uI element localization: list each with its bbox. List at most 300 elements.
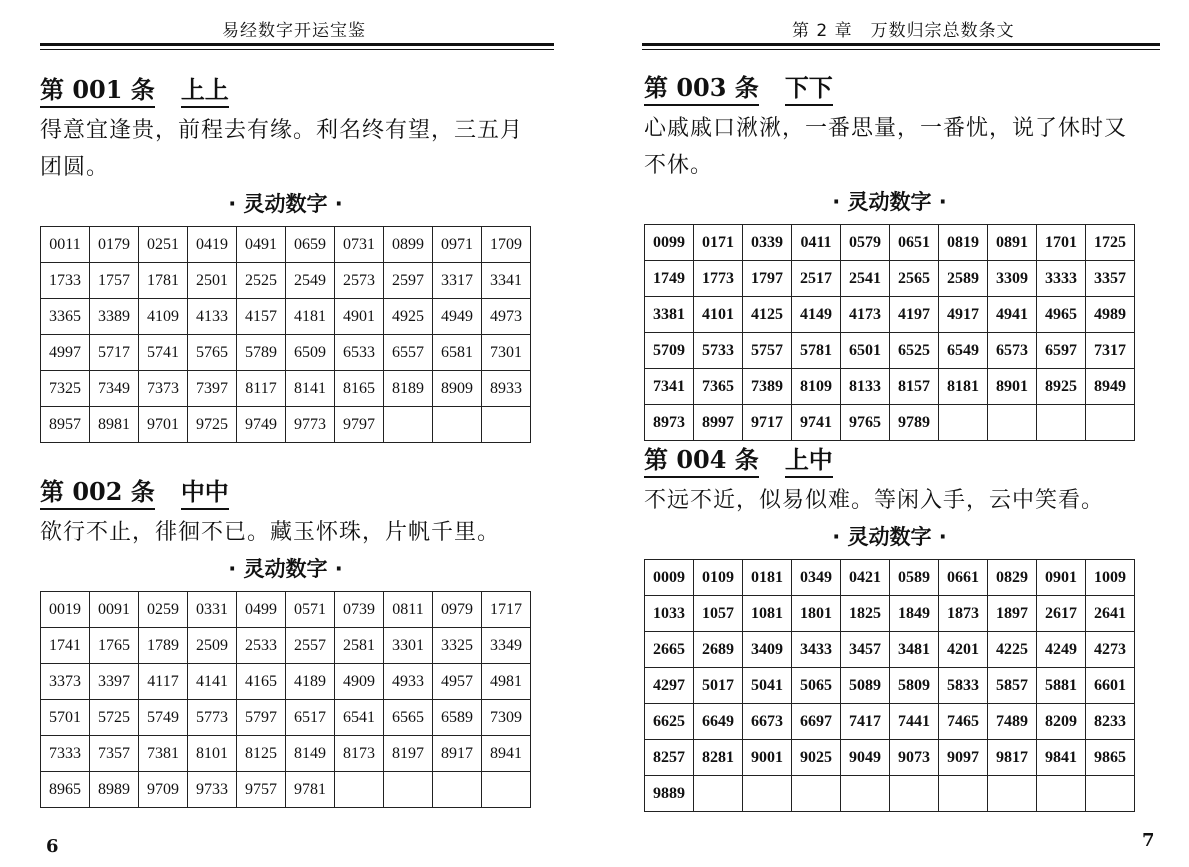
number-cell: 2509: [188, 628, 237, 664]
verse-line: 团圆。: [40, 155, 110, 180]
number-cell: 6597: [1037, 333, 1086, 369]
number-cell: 4181: [286, 299, 335, 335]
number-cell: 8165: [335, 371, 384, 407]
number-cell: 9709: [139, 772, 188, 808]
number-cell: 8197: [384, 736, 433, 772]
number-cell: 7325: [41, 371, 90, 407]
number-cell: [694, 776, 743, 812]
number-cell: 8973: [645, 405, 694, 441]
table-row: [645, 369, 1135, 405]
number-cell: 2589: [939, 261, 988, 297]
number-cell: 6601: [1086, 668, 1135, 704]
number-cell: 8181: [939, 369, 988, 405]
number-cell: 7357: [90, 736, 139, 772]
number-cell: 9889: [645, 776, 694, 812]
number-cell: 8209: [1037, 704, 1086, 740]
number-cell: 9073: [890, 740, 939, 776]
number-cell: 4973: [482, 299, 531, 335]
number-cell: 5809: [890, 668, 939, 704]
number-cell: 9781: [286, 772, 335, 808]
number-cell: 8917: [433, 736, 482, 772]
table-row: [645, 405, 1135, 441]
table-row: [41, 772, 531, 808]
entry-grade: 上上: [181, 70, 229, 108]
number-cell: 4117: [139, 664, 188, 700]
number-table: [40, 591, 531, 808]
number-cell: 1009: [1086, 560, 1135, 596]
number-cell: [792, 776, 841, 812]
entry-verse: [644, 482, 1135, 519]
number-cell: 4173: [841, 297, 890, 333]
table-row: [41, 736, 531, 772]
verse-line: 心戚戚口湫湫，一番思量，一番忧，说了休时又: [644, 116, 1128, 141]
number-cell: 0819: [939, 225, 988, 261]
number-cell: 3333: [1037, 261, 1086, 297]
number-cell: 4165: [237, 664, 286, 700]
number-cell: 9789: [890, 405, 939, 441]
number-cell: 2617: [1037, 596, 1086, 632]
number-cell: 0091: [90, 592, 139, 628]
number-cell: 0891: [988, 225, 1037, 261]
number-cell: 7365: [694, 369, 743, 405]
number-cell: [1037, 776, 1086, 812]
number-cell: 4901: [335, 299, 384, 335]
number-cell: 8981: [90, 407, 139, 443]
table-row: [41, 371, 531, 407]
number-cell: 1873: [939, 596, 988, 632]
page-number: 7: [1142, 830, 1155, 851]
number-cell: 2533: [237, 628, 286, 664]
number-cell: 0901: [1037, 560, 1086, 596]
table-row: [645, 261, 1135, 297]
number-cell: 0259: [139, 592, 188, 628]
number-cell: 1757: [90, 263, 139, 299]
number-cell: 7317: [1086, 333, 1135, 369]
number-cell: 7397: [188, 371, 237, 407]
number-table: [40, 226, 531, 443]
number-cell: 9049: [841, 740, 890, 776]
number-cell: 9717: [743, 405, 792, 441]
number-cell: 0829: [988, 560, 1037, 596]
table-row: [41, 628, 531, 664]
number-cell: 0419: [188, 227, 237, 263]
number-cell: 8989: [90, 772, 139, 808]
number-cell: 0411: [792, 225, 841, 261]
table-title: · 灵动数字 ·: [832, 190, 947, 214]
table-row: [645, 596, 1135, 632]
number-cell: 8257: [645, 740, 694, 776]
number-table: [644, 224, 1135, 441]
number-cell: 3341: [482, 263, 531, 299]
number-cell: 8925: [1037, 369, 1086, 405]
table-row: [645, 668, 1135, 704]
entry-heading: [644, 440, 1135, 478]
table-title: · 灵动数字 ·: [228, 557, 343, 581]
number-cell: 7381: [139, 736, 188, 772]
number-cell: 1773: [694, 261, 743, 297]
table-title: · 灵动数字 ·: [832, 525, 947, 549]
running-head: 易经数字开运宝鉴: [222, 21, 366, 41]
number-cell: 3373: [41, 664, 90, 700]
table-row: [41, 407, 531, 443]
number-cell: 6517: [286, 700, 335, 736]
number-cell: 9817: [988, 740, 1037, 776]
number-cell: [433, 407, 482, 443]
number-table: [644, 559, 1135, 812]
number-cell: 0651: [890, 225, 939, 261]
number-cell: 1717: [482, 592, 531, 628]
number-cell: 6565: [384, 700, 433, 736]
number-cell: 0331: [188, 592, 237, 628]
entry-grade: 下下: [785, 68, 833, 106]
number-cell: 8117: [237, 371, 286, 407]
number-cell: 7301: [482, 335, 531, 371]
table-row: [645, 560, 1135, 596]
entry-heading: [40, 70, 531, 108]
number-cell: 8141: [286, 371, 335, 407]
verse-line: 得意宜逢贵，前程去有缘。利名终有望，三五月: [40, 118, 524, 143]
number-cell: 8157: [890, 369, 939, 405]
number-cell: [890, 776, 939, 812]
table-row: [41, 592, 531, 628]
entry-grade: 上中: [785, 440, 833, 478]
number-cell: 9865: [1086, 740, 1135, 776]
number-cell: 3381: [645, 297, 694, 333]
number-cell: [384, 407, 433, 443]
number-cell: 6541: [335, 700, 384, 736]
number-cell: 9749: [237, 407, 286, 443]
number-cell: 4189: [286, 664, 335, 700]
number-cell: 4149: [792, 297, 841, 333]
entry-number: 第 003 条: [644, 68, 759, 106]
number-cell: 1749: [645, 261, 694, 297]
number-cell: 9757: [237, 772, 286, 808]
number-cell: [939, 405, 988, 441]
number-cell: 4965: [1037, 297, 1086, 333]
number-cell: 9765: [841, 405, 890, 441]
number-cell: 4225: [988, 632, 1037, 668]
entry-number: 第 002 条: [40, 472, 155, 510]
number-cell: 6533: [335, 335, 384, 371]
number-cell: 3349: [482, 628, 531, 664]
number-cell: 2557: [286, 628, 335, 664]
number-cell: 4249: [1037, 632, 1086, 668]
number-cell: 0491: [237, 227, 286, 263]
number-cell: 5741: [139, 335, 188, 371]
number-cell: 4197: [890, 297, 939, 333]
number-cell: [482, 407, 531, 443]
verse-line: 不休。: [644, 153, 714, 178]
verse-line: 不远不近，似易似难。等闲入手，云中笑看。: [644, 488, 1105, 513]
number-cell: 2501: [188, 263, 237, 299]
number-cell: 1733: [41, 263, 90, 299]
number-cell: 8933: [482, 371, 531, 407]
number-cell: 5717: [90, 335, 139, 371]
number-cell: 9733: [188, 772, 237, 808]
number-cell: 2525: [237, 263, 286, 299]
number-cell: [939, 776, 988, 812]
number-cell: 9841: [1037, 740, 1086, 776]
number-cell: 8965: [41, 772, 90, 808]
number-cell: 5781: [792, 333, 841, 369]
number-cell: 2541: [841, 261, 890, 297]
number-cell: 6625: [645, 704, 694, 740]
number-cell: 1825: [841, 596, 890, 632]
number-cell: 0009: [645, 560, 694, 596]
entry-heading: [40, 472, 531, 510]
number-cell: 0349: [792, 560, 841, 596]
number-cell: 1781: [139, 263, 188, 299]
number-cell: 4925: [384, 299, 433, 335]
table-row: [645, 740, 1135, 776]
number-cell: 0971: [433, 227, 482, 263]
number-cell: 4997: [41, 335, 90, 371]
number-cell: 5797: [237, 700, 286, 736]
number-cell: 3357: [1086, 261, 1135, 297]
number-cell: 7389: [743, 369, 792, 405]
number-cell: 3457: [841, 632, 890, 668]
number-cell: 3301: [384, 628, 433, 664]
number-cell: [988, 405, 1037, 441]
right-page: [594, 0, 1189, 867]
table-row: [41, 263, 531, 299]
table-title: · 灵动数字 ·: [228, 192, 343, 216]
number-cell: 8101: [188, 736, 237, 772]
number-cell: [335, 772, 384, 808]
verse-line: 欲行不止，徘徊不已。藏玉怀珠，片帆千里。: [40, 520, 501, 545]
entry-verse: [40, 112, 531, 186]
number-cell: 6649: [694, 704, 743, 740]
number-cell: 0181: [743, 560, 792, 596]
number-cell: 4941: [988, 297, 1037, 333]
entry-001: [40, 70, 531, 443]
number-cell: 4957: [433, 664, 482, 700]
number-cell: 5701: [41, 700, 90, 736]
number-cell: 0499: [237, 592, 286, 628]
number-cell: 1057: [694, 596, 743, 632]
number-cell: 6581: [433, 335, 482, 371]
number-cell: 2665: [645, 632, 694, 668]
number-cell: 3325: [433, 628, 482, 664]
table-row: [645, 333, 1135, 369]
number-cell: 7465: [939, 704, 988, 740]
number-cell: 1033: [645, 596, 694, 632]
number-cell: 4917: [939, 297, 988, 333]
number-cell: 5757: [743, 333, 792, 369]
number-cell: 1797: [743, 261, 792, 297]
number-cell: 0109: [694, 560, 743, 596]
number-cell: 8133: [841, 369, 890, 405]
number-cell: 9701: [139, 407, 188, 443]
header-rule: [642, 43, 1160, 46]
table-row: [645, 225, 1135, 261]
table-row: [41, 227, 531, 263]
number-cell: 5065: [792, 668, 841, 704]
number-cell: [841, 776, 890, 812]
number-cell: 1849: [890, 596, 939, 632]
number-cell: 5709: [645, 333, 694, 369]
table-row: [645, 776, 1135, 812]
entry-grade: 中中: [181, 472, 229, 510]
number-cell: 0811: [384, 592, 433, 628]
number-cell: 0739: [335, 592, 384, 628]
number-cell: 2573: [335, 263, 384, 299]
number-cell: 1741: [41, 628, 90, 664]
number-cell: 5857: [988, 668, 1037, 704]
number-cell: 8909: [433, 371, 482, 407]
number-cell: 4125: [743, 297, 792, 333]
number-cell: 4981: [482, 664, 531, 700]
number-cell: 0339: [743, 225, 792, 261]
number-cell: 0171: [694, 225, 743, 261]
running-head: 第 2 章 万数归宗总数条文: [792, 21, 1015, 41]
entry-number: 第 001 条: [40, 70, 155, 108]
entry-verse: [644, 110, 1135, 184]
number-cell: 0251: [139, 227, 188, 263]
number-cell: 7441: [890, 704, 939, 740]
number-cell: 2641: [1086, 596, 1135, 632]
number-cell: 4273: [1086, 632, 1135, 668]
entry-verse: [40, 514, 531, 551]
number-cell: 5833: [939, 668, 988, 704]
number-cell: 5733: [694, 333, 743, 369]
number-cell: 8125: [237, 736, 286, 772]
number-cell: 3309: [988, 261, 1037, 297]
number-cell: 0421: [841, 560, 890, 596]
number-cell: 9001: [743, 740, 792, 776]
number-cell: [482, 772, 531, 808]
number-cell: 8109: [792, 369, 841, 405]
number-cell: 4933: [384, 664, 433, 700]
number-cell: 5725: [90, 700, 139, 736]
number-cell: 6697: [792, 704, 841, 740]
number-cell: 9025: [792, 740, 841, 776]
number-cell: 0899: [384, 227, 433, 263]
entry-002: [40, 472, 531, 808]
number-cell: 0179: [90, 227, 139, 263]
number-cell: 3409: [743, 632, 792, 668]
number-cell: 5089: [841, 668, 890, 704]
number-cell: 6509: [286, 335, 335, 371]
number-cell: 0661: [939, 560, 988, 596]
number-cell: 4949: [433, 299, 482, 335]
number-cell: 7333: [41, 736, 90, 772]
table-row: [41, 664, 531, 700]
number-cell: 2581: [335, 628, 384, 664]
number-cell: 6501: [841, 333, 890, 369]
number-cell: 5773: [188, 700, 237, 736]
number-cell: 3481: [890, 632, 939, 668]
number-cell: 8957: [41, 407, 90, 443]
number-cell: 1725: [1086, 225, 1135, 261]
number-cell: 3433: [792, 632, 841, 668]
number-cell: 1701: [1037, 225, 1086, 261]
number-cell: 8901: [988, 369, 1037, 405]
number-cell: 7489: [988, 704, 1037, 740]
number-cell: 0571: [286, 592, 335, 628]
number-cell: 6549: [939, 333, 988, 369]
number-cell: 1765: [90, 628, 139, 664]
number-cell: 4297: [645, 668, 694, 704]
number-cell: 1801: [792, 596, 841, 632]
number-cell: 4989: [1086, 297, 1135, 333]
number-cell: 4133: [188, 299, 237, 335]
number-cell: 4201: [939, 632, 988, 668]
number-cell: 4109: [139, 299, 188, 335]
number-cell: 9725: [188, 407, 237, 443]
number-cell: 8997: [694, 405, 743, 441]
table-row: [41, 299, 531, 335]
page-number: 6: [46, 836, 59, 857]
number-cell: 5017: [694, 668, 743, 704]
number-cell: 0011: [41, 227, 90, 263]
number-cell: 5765: [188, 335, 237, 371]
number-cell: 2517: [792, 261, 841, 297]
number-cell: 2597: [384, 263, 433, 299]
number-cell: [743, 776, 792, 812]
number-cell: 0019: [41, 592, 90, 628]
number-cell: 8949: [1086, 369, 1135, 405]
number-cell: 8173: [335, 736, 384, 772]
number-cell: 9797: [335, 407, 384, 443]
number-cell: 0659: [286, 227, 335, 263]
number-cell: 8149: [286, 736, 335, 772]
number-cell: 6525: [890, 333, 939, 369]
number-cell: 2549: [286, 263, 335, 299]
table-row: [645, 704, 1135, 740]
number-cell: 7373: [139, 371, 188, 407]
number-cell: 8941: [482, 736, 531, 772]
number-cell: 6557: [384, 335, 433, 371]
entry-heading: [644, 68, 1135, 106]
number-cell: 1789: [139, 628, 188, 664]
number-cell: 8233: [1086, 704, 1135, 740]
number-cell: 4141: [188, 664, 237, 700]
number-cell: 7349: [90, 371, 139, 407]
number-cell: 0579: [841, 225, 890, 261]
number-cell: 0589: [890, 560, 939, 596]
table-row: [645, 632, 1135, 668]
number-cell: 3317: [433, 263, 482, 299]
number-cell: [1086, 776, 1135, 812]
entry-004: [644, 440, 1135, 812]
table-row: [41, 335, 531, 371]
number-cell: 9773: [286, 407, 335, 443]
number-cell: 8281: [694, 740, 743, 776]
number-cell: 0979: [433, 592, 482, 628]
number-cell: [433, 772, 482, 808]
number-cell: 2565: [890, 261, 939, 297]
number-cell: 8189: [384, 371, 433, 407]
number-cell: 5749: [139, 700, 188, 736]
number-cell: 4157: [237, 299, 286, 335]
number-cell: 5041: [743, 668, 792, 704]
number-cell: 3389: [90, 299, 139, 335]
number-cell: 0099: [645, 225, 694, 261]
number-cell: [988, 776, 1037, 812]
table-row: [41, 700, 531, 736]
number-cell: 6673: [743, 704, 792, 740]
number-cell: 3397: [90, 664, 139, 700]
number-cell: 4101: [694, 297, 743, 333]
number-cell: 1897: [988, 596, 1037, 632]
number-cell: 2689: [694, 632, 743, 668]
number-cell: 5881: [1037, 668, 1086, 704]
number-cell: [1086, 405, 1135, 441]
number-cell: [384, 772, 433, 808]
number-cell: 4909: [335, 664, 384, 700]
number-cell: 1081: [743, 596, 792, 632]
